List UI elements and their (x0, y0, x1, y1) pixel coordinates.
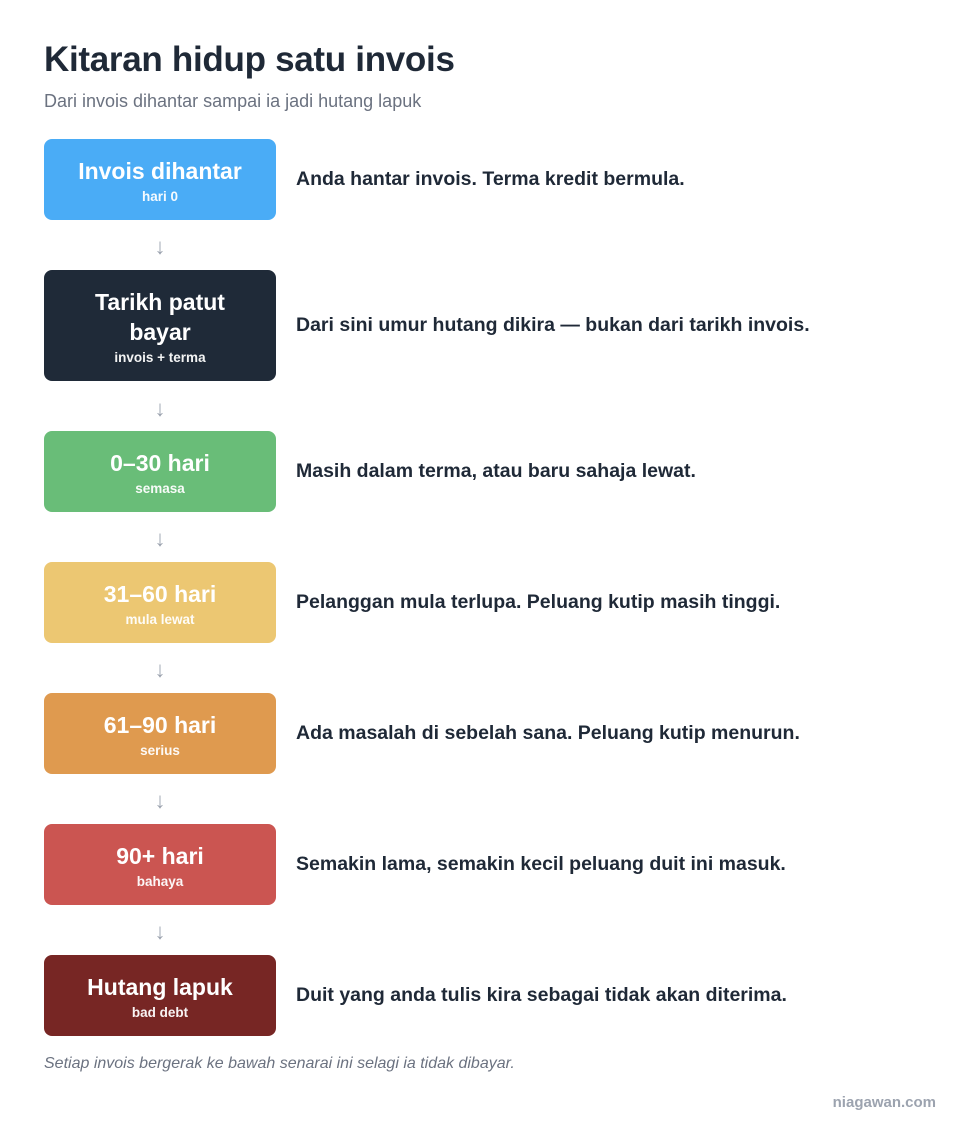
stage-row (44, 562, 781, 643)
stage-label: Tarikh patut bayar (95, 288, 225, 345)
stage-description: Pelanggan mula terlupa. Peluang kutip masih tinggi. (296, 590, 781, 613)
stage-label: 61–90 hari (103, 711, 217, 738)
stage-box (44, 431, 276, 512)
stage-sublabel: bahaya (136, 873, 184, 889)
brand-watermark: niagawan.com (832, 1094, 936, 1111)
stage-description-text: umur hutang dikira — bukan dari tarikh invois. (372, 313, 810, 336)
stage-box (44, 270, 276, 381)
stage-row (44, 824, 786, 905)
stage-box (44, 562, 276, 643)
stage-label: Hutang lapuk (87, 973, 233, 1000)
stage-sublabel: serius (140, 742, 180, 758)
stage-row (44, 139, 685, 220)
stage-row (44, 270, 810, 381)
arrow-down-icon: ↓ (154, 526, 166, 551)
stage-sublabel: bad debt (131, 1004, 189, 1020)
stage-row (44, 693, 800, 774)
page-title: Kitaran hidup satu invois (44, 40, 455, 79)
arrow-down-icon: ↓ (154, 234, 166, 259)
stage-sublabel: mula lewat (125, 611, 195, 627)
stage-description: Semakin lama, semakin kecil peluang duit ini masuk. (296, 852, 786, 875)
stage-description: Duit yang anda tulis kira sebagai tidak akan diterima. (296, 983, 787, 1006)
stage-description: Masih dalam terma, atau baru sahaja lewat. (296, 459, 696, 482)
page-subtitle: Dari invois dihantar sampai ia jadi hutang lapuk (44, 91, 422, 111)
stage-label: 90+ hari (116, 842, 204, 869)
stage-box (44, 824, 276, 905)
arrow-down-icon: ↓ (154, 919, 166, 944)
arrow-down-icon: ↓ (154, 788, 166, 813)
stage-description: Anda hantar invois. Terma kredit bermula. (296, 167, 685, 190)
footnote: Setiap invois bergerak ke bawah senarai ini selagi ia tidak dibayar. (44, 1055, 515, 1072)
stage-label: 0–30 hari (110, 449, 210, 476)
stage-description: Ada masalah di sebelah sana. Peluang kutip menurun. (296, 721, 800, 744)
arrow-down-icon: ↓ (154, 396, 166, 421)
stage-sublabel: semasa (135, 480, 185, 496)
stage-row (44, 431, 696, 512)
stage-box (44, 693, 276, 774)
stage-description-emphasis: Dari sini (296, 313, 373, 336)
arrow-down-icon: ↓ (154, 657, 166, 682)
stage-box (44, 139, 276, 220)
stage-sublabel: hari 0 (141, 188, 179, 204)
stage-row (44, 955, 787, 1036)
stage-box (44, 955, 276, 1036)
stage-label: 31–60 hari (103, 580, 217, 607)
stage-label: Invois dihantar (78, 157, 242, 184)
stage-description (296, 314, 936, 337)
stage-sublabel: invois + terma (114, 349, 206, 365)
